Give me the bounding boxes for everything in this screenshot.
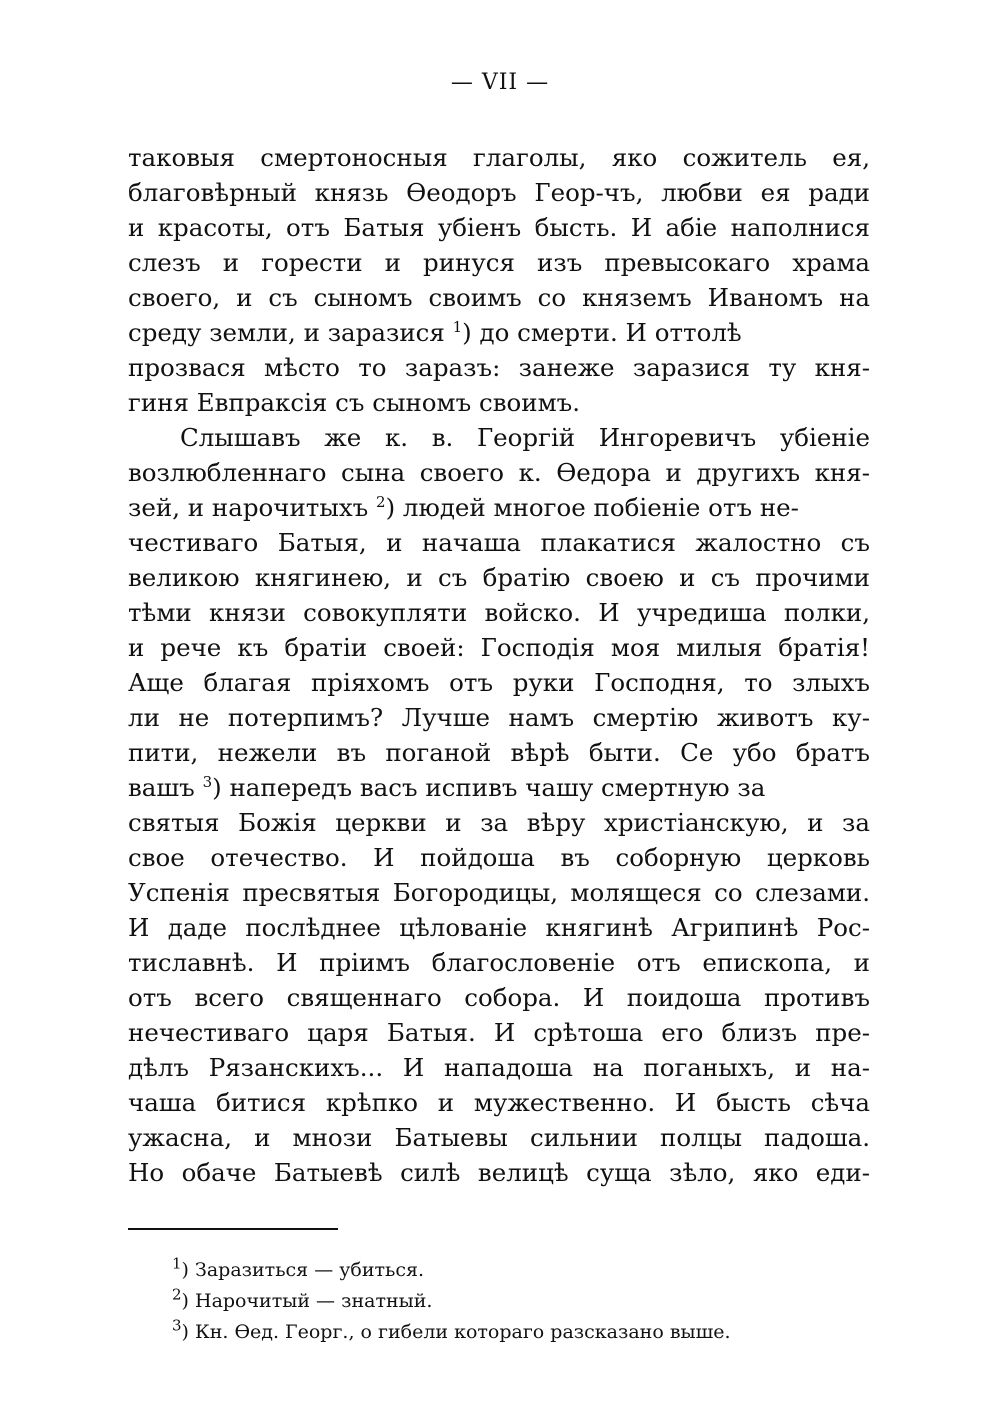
text-line: и рече къ братіи своей: Господія моя милыя братія! [128,633,870,662]
text-segment: среду земли, и заразися [128,318,453,347]
footnote-ref-1: 1 [452,317,463,336]
footnote-1 [172,1255,872,1286]
text-line: Аще благая пріяхомъ отъ руки Господня, то злыхъ [128,668,870,697]
text-line: своего, и съ сыномъ своимъ со княземъ Иваномъ на [128,283,870,312]
text-line: и красоты, отъ Батыя убіенъ бысть. И абіе наполнися [128,213,870,242]
footnote-3 [172,1317,872,1348]
text-line: И даде послѣднее цѣлованіе княгинѣ Агрипинѣ Рос- [128,913,870,942]
text-line-with-footnote-ref [128,770,870,805]
text-line: честиваго Батыя, и начаша плакатися жалостно съ [128,528,870,557]
text-line: Но обаче Батыевѣ силѣ велицѣ суща зѣло, яко еди- [128,1158,870,1187]
text-line: таковыя смертоносныя глаголы, яко сожитель ея, [128,143,870,172]
footnote-marker: 1 [172,1254,182,1273]
footnote-text: ) Заразиться — убиться. [181,1259,425,1281]
text-segment: вашъ [128,773,203,802]
footnote-ref-3: 3 [202,772,213,791]
text-line: благовѣрный князь Өеодоръ Геор-чъ, любви ея ради [128,178,870,207]
page-number: — VII — [450,70,550,95]
footnotes [172,1255,872,1348]
text-line: свое отечество. И пойдоша въ соборную церковь [128,843,870,872]
main-text [128,140,870,1190]
text-line: гиня Евпраксія съ сыномъ своимъ. [128,388,581,417]
text-segment: зей, и нарочитыхъ [128,493,377,522]
text-line: Слышавъ же к. в. Георгій Ингоревичъ убіеніе [180,423,870,452]
footnote-text: ) Кн. Өед. Георг., о гибели котораго разсказано выше. [181,1321,731,1343]
text-line: отъ всего священнаго собора. И поидоша противъ [128,983,870,1012]
text-line: святыя Божія церкви и за вѣру христіанскую, и за [128,808,870,837]
footnote-ref-2: 2 [376,492,386,511]
text-line: чаша битися крѣпко и мужественно. И бысть сѣча [128,1088,870,1117]
footnote-divider [128,1228,338,1230]
text-segment: ) напередъ васъ испивъ чашу смертную за [212,773,766,802]
footnote-text: ) Нарочитый — знатный. [181,1290,433,1312]
footnote-marker: 3 [172,1316,182,1335]
text-line: возлюбленнаго сына своего к. Өедора и другихъ кня- [128,458,870,487]
text-line: великою княгинею, и съ братію своею и съ прочими [128,563,870,592]
text-line: дѣлъ Рязанскихъ... И нападоша на поганыхъ, и на- [128,1053,870,1082]
footnote-marker: 2 [172,1285,182,1304]
text-line-with-footnote-ref [128,315,870,350]
text-line: Успенія пресвятыя Богородицы, молящеся со слезами. [128,878,870,907]
text-segment: ) людей многое побіеніе отъ не- [385,493,799,522]
text-line: ли не потерпимъ? Лучше намъ смертію животъ ку- [128,703,870,732]
text-line: прозвася мѣсто то заразъ: занеже заразися ту кня- [128,353,870,382]
text-line: ужасна, и мнози Батыевы сильнии полцы падоша. [128,1123,870,1152]
text-line-with-footnote-ref [128,490,870,525]
text-line: пити, нежели въ поганой вѣрѣ быти. Се убо братъ [128,738,870,767]
text-line: тѣми князи совокупляти войско. И учредиша полки, [128,598,870,627]
text-line: слезъ и горести и ринуся изъ превысокаго храма [128,248,870,277]
text-segment: ) до смерти. И оттолѣ [462,318,742,347]
footnote-2 [172,1286,872,1317]
text-line: тиславнѣ. И пріимъ благословеніе отъ епископа, и [128,948,870,977]
text-line: нечестиваго царя Батыя. И срѣтоша его близъ пре- [128,1018,870,1047]
